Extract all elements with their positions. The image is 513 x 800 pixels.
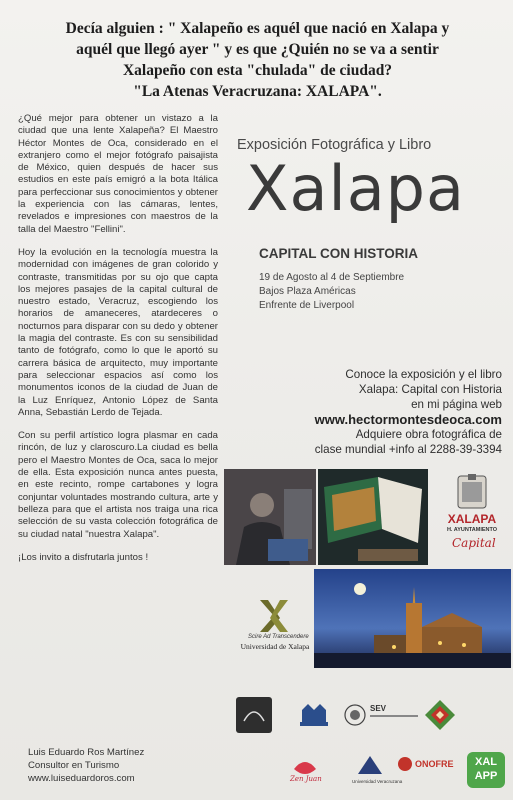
event-details [259,271,404,313]
promo-line: Conoce la exposición y el libro [345,368,502,381]
xal-app-label-2: APP [474,770,498,782]
quote-line: Xalapeño con esta "chulada" de ciudad? [122,62,393,79]
event-dates: 19 de Agosto al 4 de Septiembre [259,272,405,283]
uni-name: Universidad de Xalapa [240,642,310,651]
promo-line: Adquiere obra fotográfica de [355,428,502,441]
capital-script: Capital [452,536,496,550]
coat-of-arms-icon [438,474,506,514]
quote-line: aquél que llegó ayer " y es que ¿Quién no se va a sentir [76,41,439,58]
dark-square-logo [236,697,272,733]
event-location: Enfrente de Liverpool [259,300,355,311]
promo-line: en mi página web [411,398,502,411]
zen-juan-label: Zen Juan [290,775,322,783]
ux-emblem-icon [240,598,310,634]
sev-logo [370,704,420,726]
onofre-logo [397,754,457,784]
promo-line: Xalapa: Capital con Historia [358,383,502,396]
quote-line: Decía alguien : " Xalapeño es aquél que nació en Xalapa y [65,20,450,37]
zen-juan-logo [286,755,324,787]
article-column [18,113,218,575]
photo-photographer-portrait [224,469,316,565]
opening-quote [14,18,501,102]
universidad-xalapa-logo [240,598,310,656]
uv-label: Universidad Veracruzana [352,779,403,784]
author-signature [28,746,144,785]
article-paragraph: Hoy la evolución en la tecnología muestra la modernidad con imágenes de gran colorido y contraste, transmitidas por su ojo que capta los mejores pasajes de la capital cultural de nuestro estado, Veracruz, escogiendo los horarios de amaneceres, atardeceres o nocturnos para disparar con su dedo y obtener la magia del contraste. Es con su sensibilidad tanto de fotógrafo, como lo que le aportó su carrera básica de arquitecto, muy importante para seleccionar espacios así como los monumentos iconos de la ciudad de Juan de la Luz Enríquez, Antonio López de Santa Anna, Sebastián Lerdo de Tejada. [18,246,218,418]
promo-info [202,367,502,457]
uni-motto: Scire Ad Transcendere [248,634,309,640]
article-closing: ¡Los invito a disfrutarla juntos ! [18,551,149,563]
photo-night-cathedral [314,569,511,668]
author-role: Consultor en Turismo [28,760,120,771]
author-name: Luis Eduardo Ros Martínez [28,747,145,758]
xal-app-logo[interactable] [467,752,505,788]
article-paragraph: Con su perfil artístico logra plasmar en cada rincón, de luz y claroscuro.La ciudad es bella pero el Maestro Montes de Oca, saca lo mejor de ella. Esta exposición nunca antes puesta, en este recinto, rompe cartabones y logra conjuntar voluntades mostrando cultura, arte y belleza para que el artista nos traiga una rica selección de su vasta colección fotográfica de su ciudad natal "nuestra Xalapa". [18,430,218,540]
event-tagline: CAPITAL CON HISTORIA [259,246,419,261]
photographer-website-link[interactable]: www.hectormontesdeoca.com [314,412,502,427]
ayuntamiento-name: XALAPA [447,512,497,526]
ayuntamiento-sub: H. AYUNTAMIENTO [446,527,498,533]
event-subtitle: Exposición Fotográfica y Libro [237,137,432,153]
castle-logo [296,700,332,730]
author-website[interactable]: www.luiseduardoros.com [28,773,135,784]
article-paragraph: ¿Qué mejor para obtener un vistazo a la ciudad que una lente Xalapeña? El Maestro Héctor Montes de Oca, considerado en el extranjero como el mejor fotógrafo paisajista de México, quien después de hacer sus estudios en este país emigró a la bota Itálica para perfeccionar sus conocimientos y obtener la experiencia con las cámaras, lentes, revelados e impresiones con maestros de la talla del Maestro "Fellini". [18,113,218,235]
gobierno-seal-logo [344,704,366,726]
universidad-veracruzana-logo [352,754,403,788]
event-title: Xalapa [246,152,466,225]
onofre-label: ONOFRE [415,759,454,769]
event-venue: Bajos Plaza Américas [259,286,356,297]
red-green-pattern-logo [425,700,455,730]
xal-app-label-1: XAL [475,756,497,768]
quote-line: "La Atenas Veracruzana: XALAPA". [133,83,382,100]
photo-book-open [318,469,428,565]
promo-line: clase mundial +info al 2288-39-3394 [314,443,502,456]
sev-label: SEV [370,704,387,713]
ayuntamiento-logo [438,474,506,558]
